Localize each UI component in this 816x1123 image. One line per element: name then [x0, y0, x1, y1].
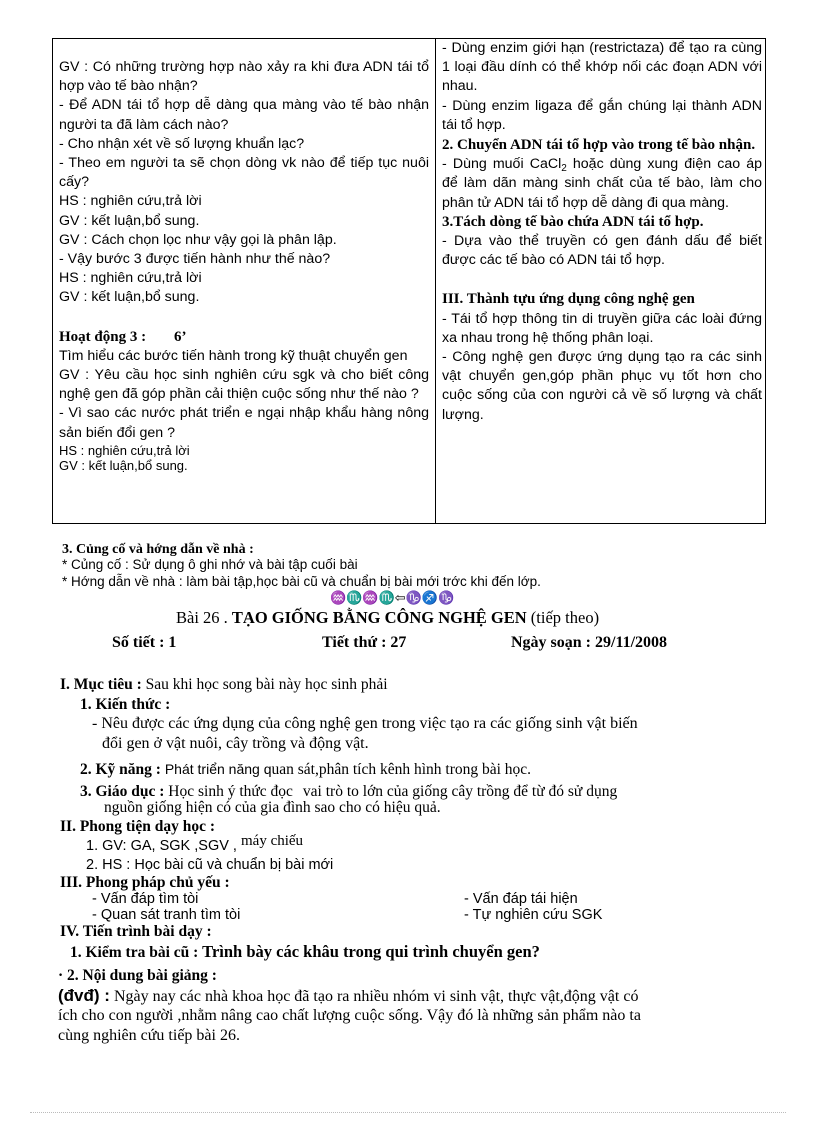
knowledge-line: đổi gen ở vật nuôi, cây trồng và động vật. [102, 735, 369, 752]
means-hs: 2. HS : Học bài cũ và chuẩn bị bài mới [86, 857, 334, 873]
skills-line: 2. Kỹ năng : Phát triển năng quan sát,phân tích kênh hình trong bài học. [80, 761, 532, 778]
left-line: - Để ADN tái tổ hợp dễ dàng qua màng vào tế bào nhận người ta đã làm cách nào? [59, 97, 429, 133]
teacher-activity-column [59, 58, 429, 474]
knowledge-heading: 1. Kiến thức : [80, 696, 171, 713]
activity-heading [59, 328, 429, 347]
left-line: GV : Có những trường hợp nào xảy ra khi đưa ADN tái tổ hợp vào tế bào nhận? [59, 59, 429, 95]
left-line: GV : kết luận,bổ sung. [59, 458, 188, 474]
right-line: - Dựa vào thể truyền có gen đánh dấu để biết được các tế bào có ADN tái tổ hợp. [442, 233, 762, 269]
right-line: - Tái tổ hợp thông tin di truyền giữa các loài đứng xa nhau trong hệ thống phân loại. [442, 310, 762, 346]
left-line: - Theo em người ta sẽ chọn dòng vk nào để tiếp tục nuôi cấy? [59, 155, 429, 191]
prepare-date: Ngày soạn : 29/11/2008 [511, 634, 668, 651]
left-line: GV : Yêu cầu học sinh nghiên cứu sgk và cho biết công nghệ gen đã góp phần cải thiện cuộc sống như thế nào ? [59, 367, 429, 403]
intro-line: cùng nghiên cứu tiếp bài 26. [58, 1027, 240, 1044]
activity-time: 6’ [174, 328, 187, 345]
left-line: - Cho nhận xét về số lượng khuẩn lạc? [59, 135, 305, 152]
left-line: GV : Cách chọn lọc như vậy gọi là phân lập. [59, 231, 337, 248]
section-heading-2: 2. Chuyển ADN tái tổ hợp vào trong tế bào nhận. [442, 137, 756, 154]
method-item: - Quan sát tranh tìm tòi [92, 907, 241, 923]
right-line: - Dùng muối CaCl$_2$ hoặc dùng xung điện cao áp để làm dãn màng sinh chất của tế bào, làm cho phân tử ADN tái tổ hợp dễ dàng đi qua màng. [442, 156, 762, 211]
education-line: nguồn giống hiện có của gia đình sao cho có hiệu quả. [104, 799, 441, 816]
means-heading: II. Phong tiện dạy học : [60, 818, 216, 835]
consolidate-line: * Củng cố : Sử dụng ô ghi nhớ và bài tập cuối bài [62, 557, 358, 572]
education-line: 3. Giáo dục : Học sinh ý thức đọc vai trò to lớn của giống cây trồng để từ đó sử dụng [80, 783, 618, 800]
section-heading-3: 3.Tách dòng tế bào chứa ADN tái tổ hợp. [442, 213, 704, 230]
objectives-line: I. Mục tiêu : Sau khi học song bài này học sinh phải [60, 676, 388, 693]
method-item: - Vấn đáp tìm tòi [92, 891, 199, 907]
lesson-content-heading: · 2. Nội dung bài giảng : [58, 967, 217, 984]
method-item: - Tự nghiên cứu SGK [464, 907, 603, 923]
left-line: Tìm hiểu các bước tiến hành trong kỹ thuật chuyển gen [59, 347, 408, 364]
activity-title: Hoạt động 3 : [59, 328, 147, 345]
period-number: Tiết thứ : 27 [322, 634, 407, 651]
page-bottom-rule [30, 1112, 786, 1113]
ornament-divider: ♒♏♒♏⇦♑♐♑ [330, 590, 455, 605]
consolidate-title: 3. Củng cố và hớng dẫn về nhà : [62, 542, 254, 557]
left-line: GV : kết luận,bổ sung. [59, 212, 200, 229]
left-line: - Vì sao các nước phát triển e ngại nhập khẩu hàng nông sản biến đổi gen ? [59, 405, 429, 441]
homework-line: * Hớng dẫn về nhà : làm bài tập,học bài cũ và chuẩn bị bài mới trớc khi đến lớp. [62, 574, 541, 589]
intro-line: (đvđ) : Ngày nay các nhà khoa học đã tạo ra nhiều nhóm vi sinh vật, thực vật,động vật có [58, 986, 639, 1005]
right-line: - Công nghệ gen được ứng dụng tạo ra các sinh vật chuyển gen,góp phần phục vụ tốt hơn cho cuộc sống của con người cả về số lượng và chất lượng. [442, 349, 762, 423]
left-line: GV : kết luận,bổ sung. [59, 289, 200, 306]
methods-heading: III. Phong pháp chủ yếu : [60, 874, 230, 891]
right-line: - Dùng enzim giới hạn (restrictaza) để tạo ra cùng 1 loại đầu dính có thể khớp nối các đoạn ADN với nhau. [442, 40, 762, 95]
process-heading: IV. Tiến trình bài dạy : [60, 923, 212, 940]
section-heading-achievements: III. Thành tựu ứng dụng công nghệ gen [442, 291, 695, 308]
old-lesson-check: 1. Kiểm tra bài cũ : Trình bày các khâu trong qui trình chuyển gen? [70, 942, 540, 961]
means-gv: 1. GV: GA, SGK ,SGV , máy chiếu [86, 833, 304, 854]
method-item: - Vấn đáp tái hiện [464, 891, 578, 907]
lesson-title: Bài 26 . TẠO GIỐNG BẰNG CÔNG NGHỆ GEN (tiếp theo) [176, 608, 600, 627]
right-line: - Dùng enzim ligaza để gắn chúng lại thành ADN tái tổ hợp. [442, 97, 762, 133]
content-column [442, 39, 762, 425]
left-line: HS : nghiên cứu,trả lời [59, 270, 202, 287]
left-line: HS : nghiên cứu,trả lời [59, 442, 190, 458]
intro-line: ích cho con người ,nhằm nâng cao chất lượng cuộc sống. Vậy đó là những sản phẩm nào ta [58, 1007, 641, 1024]
column-divider [435, 39, 436, 523]
left-line: - Vậy bước 3 được tiến hành như thế nào? [59, 251, 331, 268]
left-line: HS : nghiên cứu,trả lời [59, 193, 202, 210]
periods: Số tiết : 1 [112, 634, 177, 651]
lesson-table [52, 38, 766, 524]
knowledge-line: - Nêu được các ứng dụng của công nghệ gen trong việc tạo ra các giống sinh vật biến [92, 715, 638, 732]
